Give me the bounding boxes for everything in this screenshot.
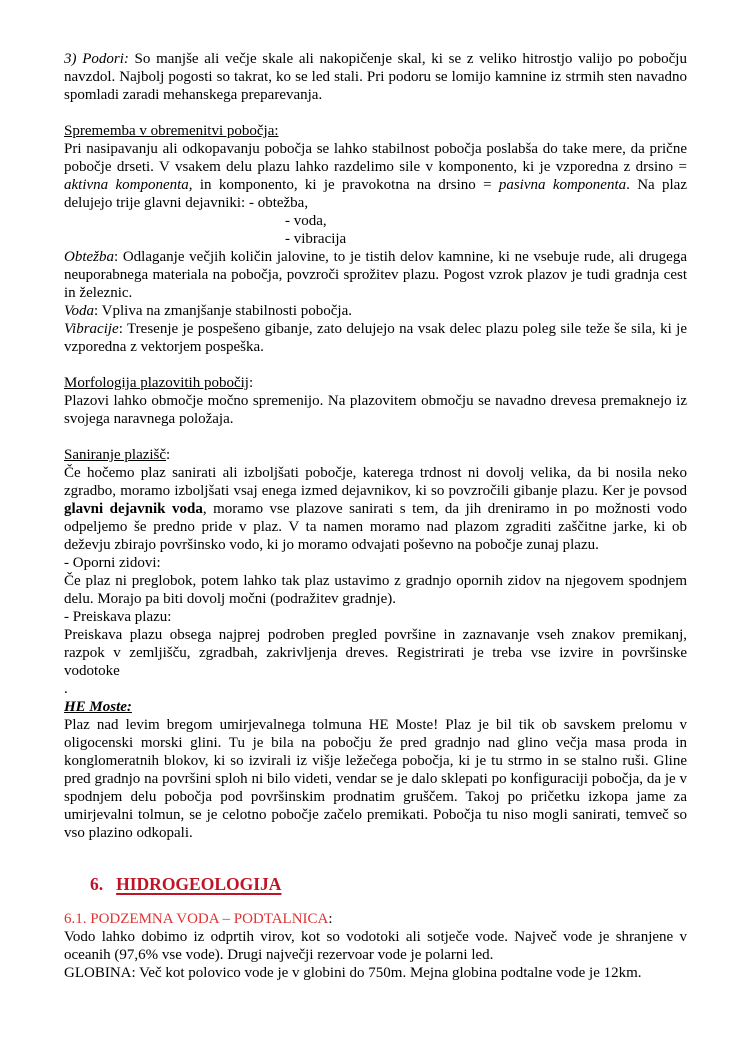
text-run: : Vpliva na zmanjšanje stabilnosti pobočja. <box>94 303 353 319</box>
text-run: Sprememba v obremenitvi pobočja: <box>64 123 279 139</box>
list-item-vibracija <box>285 230 687 248</box>
text-run: Voda <box>64 303 94 319</box>
text-run: Plaz nad levim bregom umirjevalnega tolmuna HE Moste! Plaz je bil tik ob savskem prelomu v oligocenski morski glini. Tu je bila na pobočju že pred gradnjo nad glino večja masa proda in konglomeratnih blokov, ki so izvirali iz višje ležečega pobočja, ki je tu strmo in se stalno ruši. Gline pred gradnjo na površini sploh ni bilo videti, vendar se je dalo sklepati po konfiguraciji pobočja, da je v spodnjem delu pobočja pod površinskim prodnatim gruščem. Takoj po pričetku izkopa jame za umirjevalni tolmun, se je celotno pobočje začelo premikati. Pobočja tu niso mogli sanirati, temveč so vso plazino odkopali. <box>64 717 687 841</box>
text-run: glavni dejavnik voda <box>64 501 203 517</box>
text-run: : <box>166 447 171 463</box>
blank-line <box>64 356 687 374</box>
text-run: , in komponento, ki je pravokotna na drsino = <box>188 177 499 193</box>
text-run: - Preiskava plazu: <box>64 609 172 625</box>
list-item-voda <box>285 212 687 230</box>
text-run: Saniranje plazišč <box>64 447 167 463</box>
text-run: So manjše ali večje skale ali nakopičenje skal, ki se z veliko hitrostjo valijo po pobočju navzdol. Najbolj pogosti so takrat, ko se led stali. Pri podoru se lomijo kamnine iz strmih sten navadno spomladi zaradi mehanskega preparevanja. <box>64 51 687 103</box>
text-run: : <box>248 375 254 391</box>
blank-line <box>64 104 687 122</box>
text-run: pasivna komponenta <box>498 177 627 193</box>
text-run: . Na plaz delujejo trije glavni dejavniki: - obtežba, <box>64 177 687 211</box>
text-run: Plazovi lahko območje močno spremenijo. Na plazovitem območju se navadno drevesa premaknejo iz svojega naravnega položaja. <box>64 393 687 427</box>
chapter-heading-hidrogeologija <box>90 872 687 896</box>
paragraph-morfologija <box>64 392 687 428</box>
blank-line <box>64 428 687 446</box>
text-run: Obtežba <box>64 249 114 265</box>
text-run: GLOBINA: Več kot polovico vode je v globini do 750m. Mejna globina podtalne vode je 12km. <box>64 965 642 981</box>
text-run: Če hočemo plaz sanirati ali izboljšati pobočje, katerega trdnost ni dovolj velika, da bi nosila neko zgradbo, moramo izboljšati vsaj enega izmed dejavnikov, ki so povzročili gibanje plazu. Ker je povsod <box>64 465 687 499</box>
paragraph-podzemna-voda <box>64 928 687 964</box>
text-run: Če plaz ni preglobok, potem lahko tak plaz ustavimo z gradnjo opornih zidov na njegovem spodnjem delu. Morajo pa biti dovolj močni (podražitev gradnje). <box>64 573 687 607</box>
paragraph-vibracije <box>64 320 687 356</box>
text-run: aktivna komponenta <box>64 177 189 193</box>
text-run: . <box>64 681 68 697</box>
text-run: Vodo lahko dobimo iz odprtih virov, kot so vodotoki ali sotječe vode. Največ vode je shranjene v oceanih (97,6% vse vode). Drugi največji rezervoar vode je polarni led. <box>64 929 687 963</box>
paragraph-obtezba <box>64 248 687 302</box>
text-run: : <box>328 911 333 927</box>
text-run: : Odlaganje večjih količin jalovine, to je tistih delov kamnine, ki ne vsebuje rude, ali drugega neuporabnega materiala na pobočja, povzroči sprožitev plazu. Pogost vzrok plazov je tudi gradnja cest in železnic. <box>64 249 687 301</box>
section-heading-he-moste <box>64 698 687 716</box>
text-run: Pri nasipavanju ali odkopavanju pobočja se lahko stabilnost pobočja poslabša do take mere, da prične pobočje drseti. V vsakem delu plazu lahko razdelimo sile v komponento, ki je vzporedna z drsino = <box>64 141 687 175</box>
paragraph-podori <box>64 50 687 104</box>
text-run: HIDROGEOLOGIJA <box>116 874 282 894</box>
text-run: - voda, <box>285 213 327 229</box>
section-heading-morfologija <box>64 374 687 392</box>
text-run: Morfologija plazovitih pobočij <box>64 375 249 391</box>
text-run: Vibracije <box>64 321 119 337</box>
paragraph-oporni-zidovi <box>64 572 687 608</box>
text-run: - Oporni zidovi: <box>64 555 161 571</box>
text-run: - vibracija <box>285 231 347 247</box>
paragraph-voda <box>64 302 687 320</box>
text-run: HE Moste: <box>64 699 132 715</box>
text-run: , moramo vse plazove sanirati s tem, da jih dreniramo in po možnosti vodo odpeljemo še predno pride v plaz. V ta namen moramo nad plazom zgraditi zaščitne jarke, ki ob deževju zbirajo površinsko vodo, ki jo moramo odvajati poševno na pobočje zunaj plazu. <box>64 501 688 553</box>
section-heading-saniranje <box>64 446 687 464</box>
text-run: 6.1. PODZEMNA VODA – PODTALNICA <box>64 911 329 927</box>
text-run: Preiskava plazu obsega najprej podroben pregled površine in zaznavanje vseh znakov premikanj, razpok v zemljišču, zgradbah, zakrivljenja dreves. Registrirati je treba vse izvire in površinske vodotoke <box>64 627 687 679</box>
text-run: 3) Podori: <box>64 51 129 67</box>
text-run: : Tresenje je pospešeno gibanje, zato delujejo na vsak delec plazu poleg sile teže še sila, ki je vzporedna z vektorjem pospeška. <box>64 321 687 355</box>
paragraph-saniranje <box>64 464 687 554</box>
subsection-heading-podzemna-voda <box>64 910 687 928</box>
paragraph-he-moste <box>64 716 687 842</box>
list-heading-preiskava-plazu <box>64 608 687 626</box>
stray-period-line <box>64 680 687 698</box>
text-run: 6. <box>90 874 104 894</box>
paragraph-globina <box>64 964 687 982</box>
list-heading-oporni-zidovi <box>64 554 687 572</box>
section-heading-sprememba <box>64 122 687 140</box>
paragraph-preiskava-plazu <box>64 626 687 680</box>
paragraph-sprememba <box>64 140 687 212</box>
